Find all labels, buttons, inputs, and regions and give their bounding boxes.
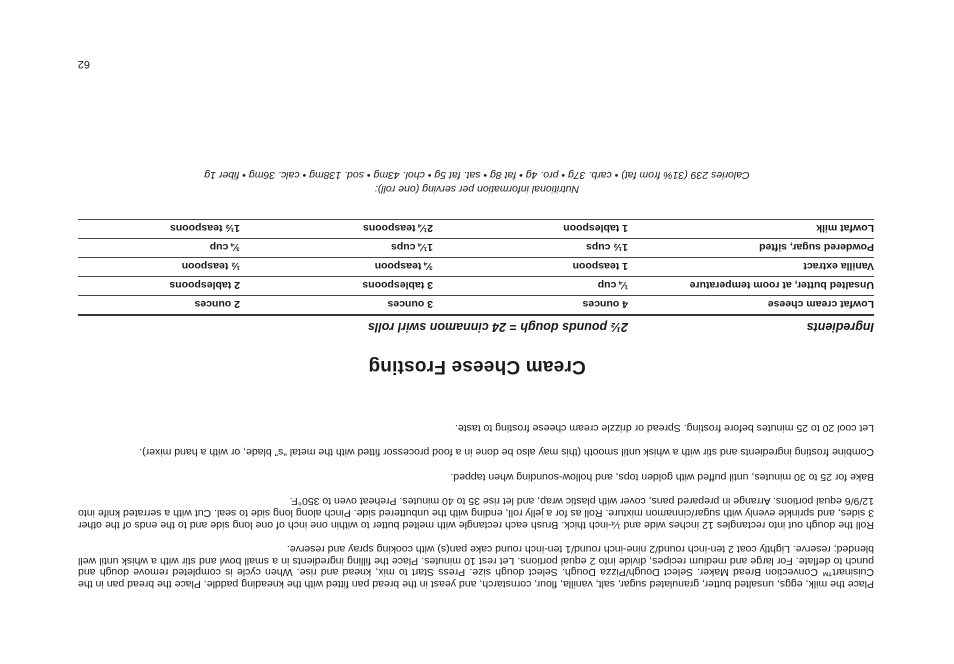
instruction-paragraph: Combine frosting ingredients and stir with a whisk until smooth (this may also be done in a food processor fitted with the metal “s” blade, or with a hand mixer). [139, 446, 874, 459]
amount-large: ¼ cup [597, 279, 628, 292]
amount-large: 1½ cups [585, 241, 628, 254]
amount-small: 2 ounces [194, 298, 240, 311]
nutrition-detail: Calories 239 (31% from fat) • carb. 37g • pro. 4g • fat 8g • sat. fat 5g • chol. 43mg • sod. 138mg • calc. 36mg • fiber 1g [204, 169, 750, 181]
amount-small: ¾ cup [209, 241, 240, 254]
amount-medium: ¾ teaspoon [374, 260, 433, 273]
ingredient-name: Lowfat milk [816, 222, 874, 235]
ingredient-name: Powdered sugar, sifted [759, 241, 874, 254]
ingredients-heading: Ingredients [806, 320, 874, 334]
amount-large: 4 ounces [582, 298, 628, 311]
ingredient-name: Unsalted butter, at room temperature [689, 279, 874, 292]
page-number: 62 [77, 58, 90, 70]
table-row [78, 239, 874, 258]
table-header [78, 316, 874, 334]
instruction-paragraph: Bake for 25 to 30 minutes, until puffed with golden tops, and hollow-sounding when tapped. [450, 470, 874, 483]
instruction-paragraph: Place the milk, eggs, unsalted butter, granulated sugar, salt, vanilla, flour, cornstarch, and yeast in the bread pan fitted with the kneading paddle. Place the bread pan in the Cuisinart™ Convection Bread Maker. Select Dough/Pizza Dough. Select dough size. Press Start to mix, knead and rise. When cycle is completed remove dough and punch to deflate. For large and medium recipes, divide into 2 equal portions. Let rest 10 minutes. Place the filling ingredients in a small bowl and stir with a whisk until well blended; reserve. Lightly coat 2 ten-inch round/2 nine-inch round/1 ten-inch round cake pan(s) with cooking spray and reserve. [78, 543, 874, 590]
ingredient-name: Vanilla extract [803, 260, 874, 273]
amount-small: ½ teaspoon [181, 260, 240, 273]
yield-heading: 2½ pounds dough = 24 cinnamon swirl rolls [367, 320, 628, 334]
instruction-paragraph: Roll the dough out into rectangles 12 inches wide and ¼-inch thick. Brush each rectangle with melted butter to within one inch of one long side and to the ends of the other 3 sides, and sprinkle evenly with sugar/cinnamon mixture. Roll as for a jelly roll, ending with the unbuttered side. Pinch along long side to seal. Cut with a serrated knife into 12/9/6 equal portions. Arrange in prepared pans, cover with plastic wrap, and let rise 35 to 40 minutes. Preheat oven to 350°F. [78, 495, 874, 531]
nutrition-heading: Nutritional information per serving (one roll): [374, 183, 580, 195]
amount-large: 1 tablespoon [563, 222, 628, 235]
frosting-title: Cream Cheese Frosting [368, 356, 586, 377]
ingredient-name: Lowfat cream cheese [767, 298, 874, 311]
amount-large: 1 teaspoon [572, 260, 628, 273]
amount-small: 1½ teaspoons [169, 222, 240, 235]
amount-medium: 1¼ cups [390, 241, 433, 254]
table-row [78, 277, 874, 296]
amount-medium: 2¼ teaspoons [362, 222, 433, 235]
frosting-ingredients-table [78, 220, 874, 335]
amount-medium: 3 ounces [387, 298, 433, 311]
table-row [78, 258, 874, 277]
amount-small: 2 tablespoons [169, 279, 240, 292]
table-row [78, 296, 874, 315]
instruction-paragraph: Let cool 20 to 25 minutes before frosting. Spread or drizzle cream cheese frosting to taste. [454, 421, 874, 434]
nutrition-info [0, 168, 954, 196]
recipe-instructions [78, 408, 874, 589]
table-row [78, 220, 874, 239]
amount-medium: 3 tablespoons [362, 279, 433, 292]
